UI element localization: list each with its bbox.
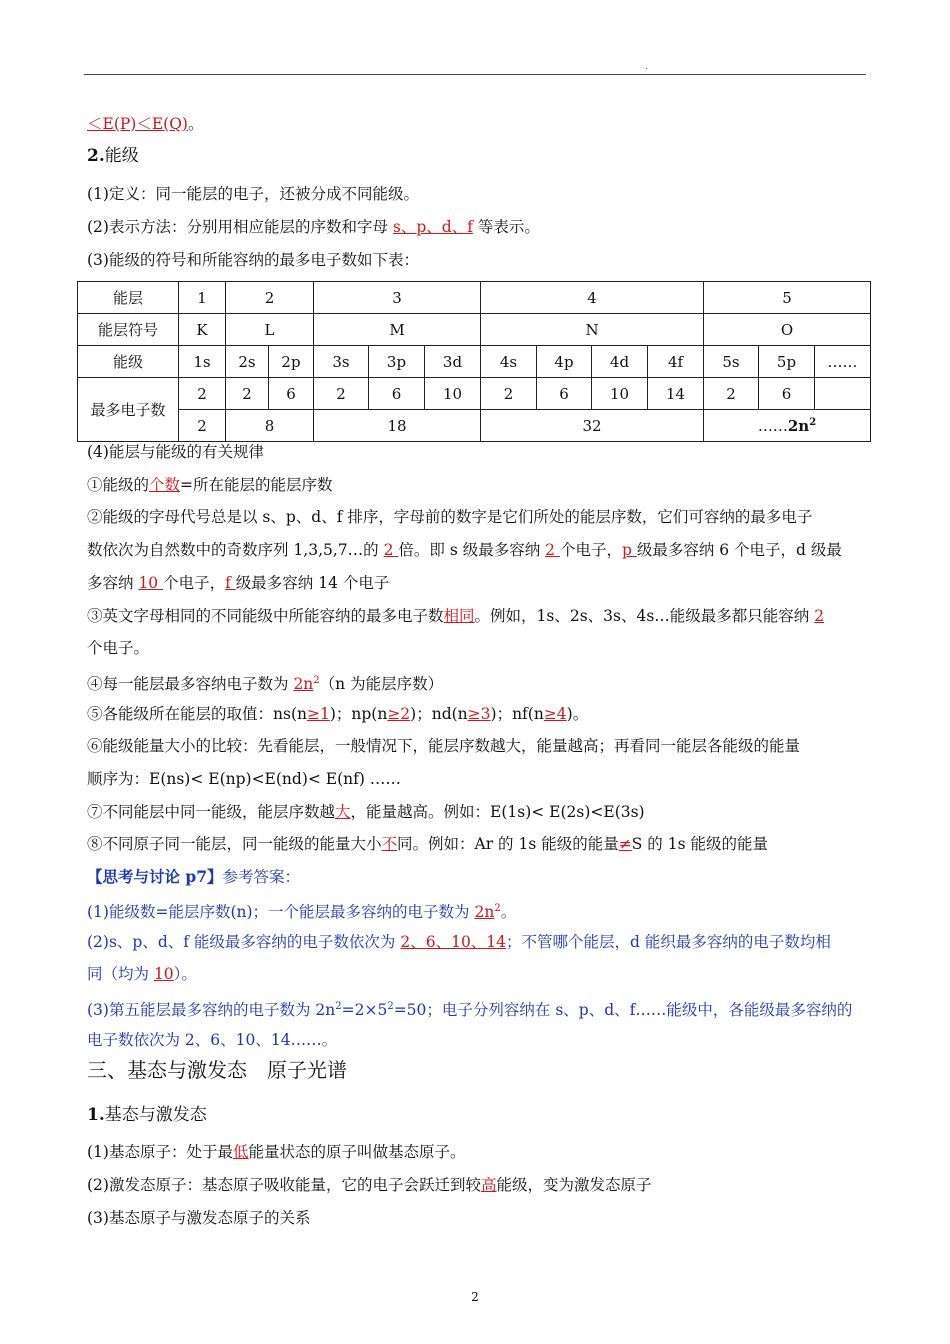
notation-line: (2)表示方法：分别用相应能层的序数和字母 s、p、d、f 等表示。 bbox=[87, 218, 540, 236]
table-cell: 2 bbox=[226, 282, 314, 314]
table-cell: 4 bbox=[481, 282, 704, 314]
table-cell: 3p bbox=[369, 346, 425, 378]
ground-state-line: (1)基态原子：处于最低能量状态的原子叫做基态原子。 bbox=[87, 1143, 466, 1161]
rule-6-line-2: 顺序为：E(ns)< E(np)<E(nd)< E(nf) …… bbox=[87, 770, 401, 788]
table-cell: 2 bbox=[226, 378, 269, 410]
table-cell: 6 bbox=[269, 378, 314, 410]
table-cell: 1 bbox=[179, 282, 226, 314]
table-cell: 4s bbox=[481, 346, 537, 378]
header-rule bbox=[84, 74, 866, 75]
table-cell: 1s bbox=[179, 346, 226, 378]
table-cell: 3d bbox=[425, 346, 481, 378]
discussion-answer-2-line-1: (2)s、p、d、f 能级最多容纳的电子数依次为 2、6、10、14；不管哪个能层，d 能织最多容纳的电子数均相 bbox=[87, 933, 831, 951]
rules-title: (4)能层与能级的有关规律 bbox=[87, 443, 264, 461]
table-cell: 32 bbox=[481, 410, 704, 442]
table-row-sub-max bbox=[78, 378, 871, 410]
discussion-answer-1: (1)能级数=能层序数(n)；一个能层最多容纳的电子数为 $2n^2$。 bbox=[87, 903, 517, 922]
table-cell: M bbox=[314, 314, 481, 346]
table-cell: 6 bbox=[369, 378, 425, 410]
discussion-heading: 【思考与讨论 p7】参考答案： bbox=[87, 867, 301, 886]
rule-4: ④每一能层最多容纳电子数为 $2n^2(n$ 为能层序数） bbox=[87, 675, 444, 694]
table-cell: 8 bbox=[226, 410, 314, 442]
table-cell: 5 bbox=[704, 282, 871, 314]
table-row-shell bbox=[78, 282, 871, 314]
table-intro-line: (3)能级的符号和所能容纳的最多电子数如下表： bbox=[87, 251, 419, 269]
page-number: 2 bbox=[471, 1290, 479, 1304]
table-row-sublevel bbox=[78, 346, 871, 378]
table-cell: 18 bbox=[314, 410, 481, 442]
table-cell: L bbox=[226, 314, 314, 346]
table-cell: 2p bbox=[269, 346, 314, 378]
table-cell: N bbox=[481, 314, 704, 346]
row-label: 能级 bbox=[78, 346, 179, 378]
table-cell: 2 bbox=[179, 410, 226, 442]
rule-6-line-1: ⑥能级能量大小的比较：先看能层，一般情况下，能层序数越大，能量越高；再看同一能层各能级的能量 bbox=[87, 737, 801, 755]
line-energy-order: ＜E(P)＜E(Q)。 bbox=[87, 115, 204, 133]
table-cell: 6 bbox=[537, 378, 592, 410]
table-cell: 5s bbox=[704, 346, 759, 378]
rule-1: ①能级的个数=所在能层的能层序数 bbox=[87, 476, 333, 494]
relation-line: (3)基态原子与激发态原子的关系 bbox=[87, 1209, 311, 1227]
table-cell: 10 bbox=[425, 378, 481, 410]
table-cell: 2 bbox=[179, 378, 226, 410]
rule-7: ⑦不同能层中同一能级，能层序数越大，能量越高。例如：E(1s)< E(2s)<E(3s) bbox=[87, 803, 645, 821]
table-cell: O bbox=[704, 314, 871, 346]
rule-3-line-2: 个电子。 bbox=[87, 639, 150, 657]
table-cell: 2 bbox=[481, 378, 537, 410]
row-label: 能层 bbox=[78, 282, 179, 314]
table-cell: 2 bbox=[704, 378, 759, 410]
table-row-shell-max bbox=[78, 410, 871, 442]
discussion-answer-2-line-2: 同（均为 10）。 bbox=[87, 965, 197, 983]
rule-8: ⑧不同原子同一能层，同一能级的能量大小不同。例如：Ar 的 1s 能级的能量≠S 的 1s 能级的能量 bbox=[87, 835, 768, 853]
energy-level-table bbox=[77, 281, 871, 442]
row-label: 最多电子数 bbox=[78, 378, 179, 442]
rule-3-line-1: ③英文字母相同的不同能级中所能容纳的最多电子数相同。例如，1s、2s、3s、4s…能级最多都只能容纳 2 bbox=[87, 607, 825, 625]
header-dot: . bbox=[645, 62, 648, 72]
rule-5: ⑤各能级所在能层的取值：ns(n≥1)；np(n≥2)；nd(n≥3)；nf(n≥4)。 bbox=[87, 705, 589, 723]
table-cell: 6 bbox=[759, 378, 815, 410]
table-cell: 4f bbox=[648, 346, 704, 378]
section-3-title: 三、基态与激发态 原子光谱 bbox=[87, 1058, 347, 1082]
rule-2-line-1: ②能级的字母代号总是以 s、p、d、f 排序，字母前的数字是它们所处的能层序数，它们可容纳的最多电子 bbox=[87, 508, 813, 526]
section-3-subheading: 1.基态与激发态 bbox=[87, 1105, 207, 1125]
table-cell: 2 bbox=[314, 378, 369, 410]
row-label: 能层符号 bbox=[78, 314, 179, 346]
table-cell: K bbox=[179, 314, 226, 346]
table-cell: 3s bbox=[314, 346, 369, 378]
table-cell bbox=[815, 378, 871, 410]
section-heading-energy-level: 2.能级 bbox=[87, 146, 139, 166]
table-cell: 4d bbox=[592, 346, 648, 378]
rule-2-line-3: 多容纳 10 个电子，f 级最多容纳 14 个电子 bbox=[87, 574, 390, 592]
table-cell: 3 bbox=[314, 282, 481, 314]
table-cell: 14 bbox=[648, 378, 704, 410]
rule-2-line-2: 数依次为自然数中的奇数序列 1,3,5,7…的 2 倍。即 s 级最多容纳 2 个电子，p 级最多容纳 6 个电子，d 级最 bbox=[87, 541, 842, 559]
table-row-symbol bbox=[78, 314, 871, 346]
table-cell: …… bbox=[815, 346, 871, 378]
discussion-answer-3-line-2: 电子数依次为 2、6、10、14……。 bbox=[87, 1031, 338, 1049]
definition-line: (1)定义：同一能层的电子，还被分成不同能级。 bbox=[87, 185, 419, 203]
discussion-answer-3-line-1: (3)第五能层最多容纳的电子数为 $2n^2=2\times 5^2=50$；电子分列容纳在 s、p、d、f……能级中，各能级最多容纳的 bbox=[87, 1001, 853, 1020]
table-cell-formula: $\dots\dots 2n^2$ bbox=[704, 410, 871, 442]
table-cell: 5p bbox=[759, 346, 815, 378]
table-cell: 2s bbox=[226, 346, 269, 378]
table-cell: 4p bbox=[537, 346, 592, 378]
excited-state-line: (2)激发态原子：基态原子吸收能量，它的电子会跃迁到较高能级，变为激发态原子 bbox=[87, 1176, 652, 1194]
table-cell: 10 bbox=[592, 378, 648, 410]
